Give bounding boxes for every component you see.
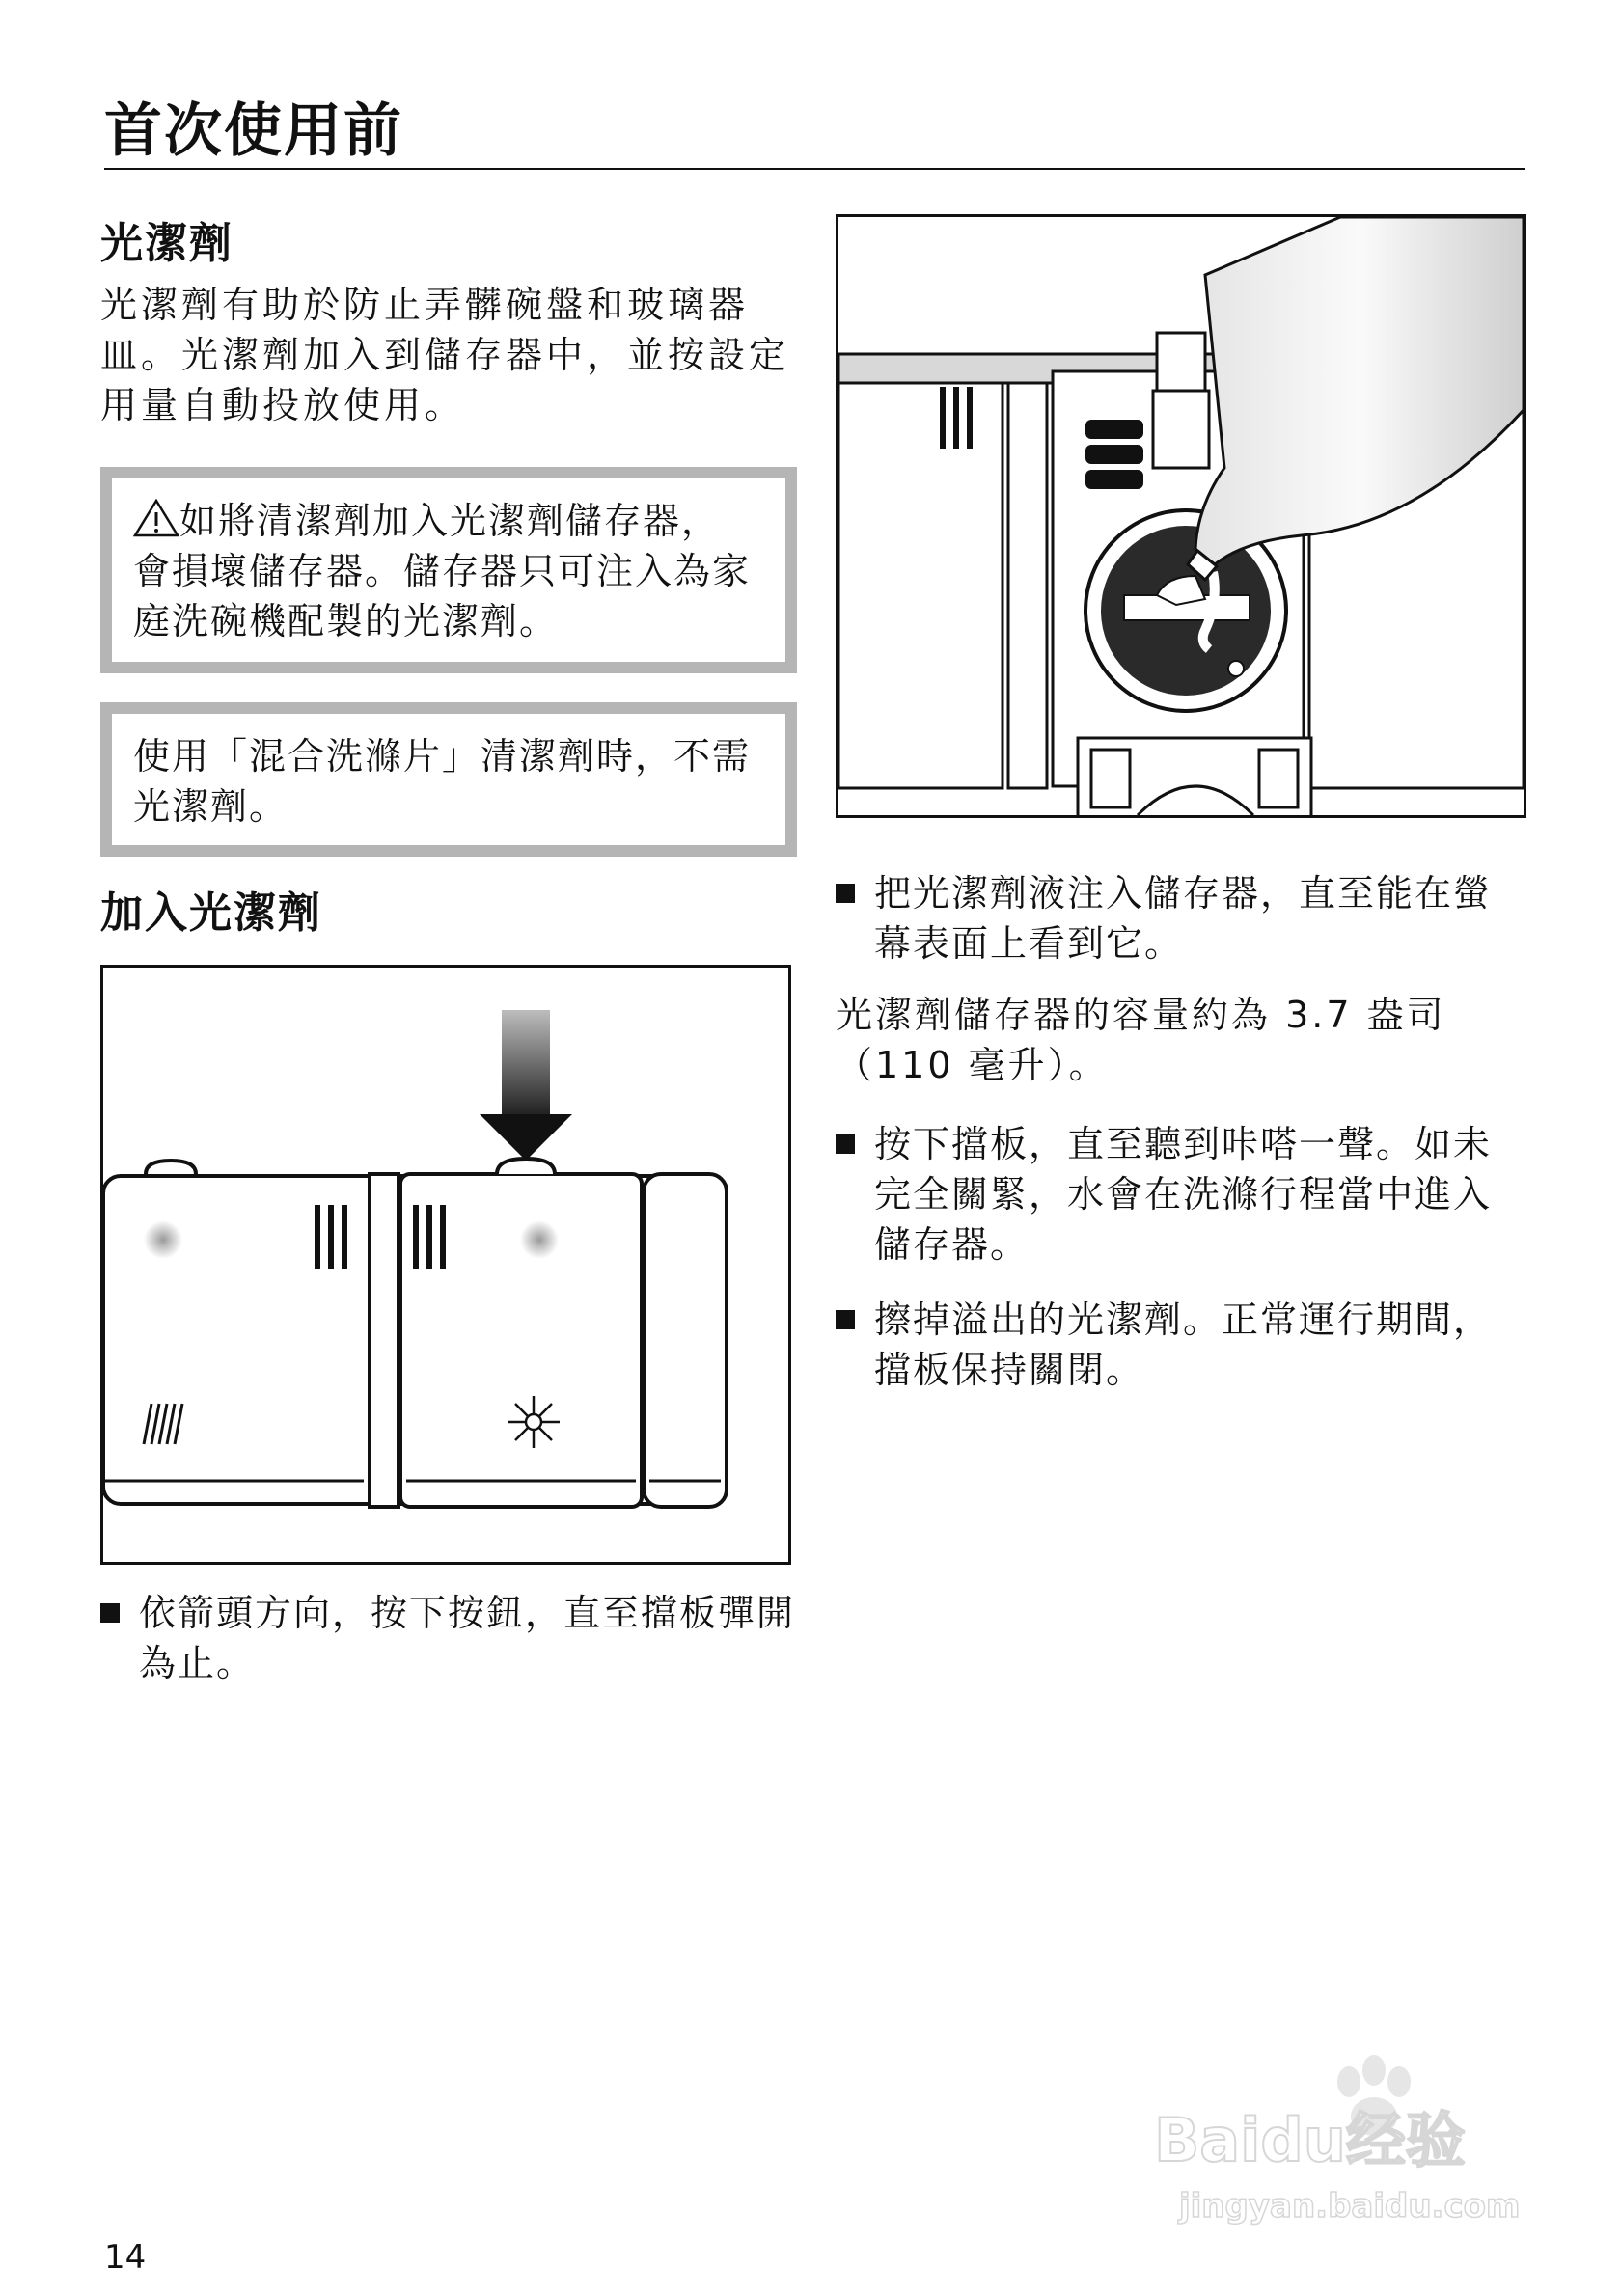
warning-line: 會損壞儲存器。儲存器只可注入為家: [133, 550, 752, 592]
note-line: 使用「混合洗滌片」清潔劑時，不需: [133, 735, 752, 778]
warning-text: 如將清潔劑加入光潔劑儲存器，: [179, 500, 721, 542]
intro-paragraph: [100, 280, 795, 430]
step-line: 儲存器。: [874, 1223, 1030, 1266]
intro-line: 用量自動投放使用。: [100, 384, 466, 426]
step-line: 擋板保持關閉。: [874, 1349, 1145, 1391]
bullet-square-icon: [100, 1603, 120, 1623]
title-divider: [104, 168, 1525, 170]
step-line: 完全關緊，水會在洗滌行程當中進入: [874, 1173, 1493, 1216]
warning-line: [133, 496, 764, 546]
watermark-brand: Baidu经验: [1154, 2105, 1466, 2175]
step-line: 幕表面上看到它。: [874, 922, 1184, 965]
capacity-line: 光潔劑儲存器的容量約為 3.7 盎司: [836, 994, 1446, 1036]
step-line: 把光潔劑液注入儲存器，直至能在螢: [874, 872, 1493, 915]
watermark-url: jingyan.baidu.com: [1179, 2187, 1521, 2226]
intro-line: 皿。光潔劑加入到儲存器中，並按設定: [100, 334, 790, 376]
filling-illustration: [836, 214, 1526, 818]
warning-box: [100, 467, 797, 673]
section-heading-adding: 加入光潔劑: [100, 888, 322, 938]
intro-line: 光潔劑有助於防止弄髒碗盤和玻璃器: [100, 284, 750, 326]
step-wipe-spill: [836, 1295, 1588, 1395]
bullet-square-icon: [836, 884, 855, 903]
page-title: 首次使用前: [104, 97, 403, 165]
step-line: 依箭頭方向，按下按鈕，直至擋板彈開: [139, 1592, 796, 1634]
rinse-aid-symbol-icon: [508, 1396, 560, 1448]
step-line: 為止。: [139, 1642, 256, 1684]
step-close-flap: [836, 1119, 1588, 1270]
section-heading-rinse-aid: 光潔劑: [100, 219, 234, 268]
step-line: 按下擋板，直至聽到咔嗒一聲。如未: [874, 1123, 1493, 1165]
step-line: 擦掉溢出的光潔劑。正常運行期間，: [874, 1298, 1493, 1341]
dispenser-illustration: [100, 965, 791, 1565]
arrow-down-icon: [480, 1010, 572, 1161]
bullet-square-icon: [836, 1310, 855, 1329]
capacity-paragraph: [836, 990, 1530, 1090]
step-press-button: [100, 1588, 872, 1688]
warning-triangle-icon: [133, 499, 179, 537]
release-button: [497, 1159, 555, 1174]
capacity-line: （110 毫升）。: [836, 1044, 1109, 1086]
step-fill-reservoir: [836, 868, 1588, 969]
note-line: 光潔劑。: [133, 785, 288, 828]
note-box: [100, 702, 797, 857]
baidu-watermark: [1146, 2045, 1532, 2238]
page-number: 14: [104, 2238, 147, 2277]
bullet-square-icon: [836, 1134, 855, 1154]
warning-line: 庭洗碗機配製的光潔劑。: [133, 600, 559, 642]
